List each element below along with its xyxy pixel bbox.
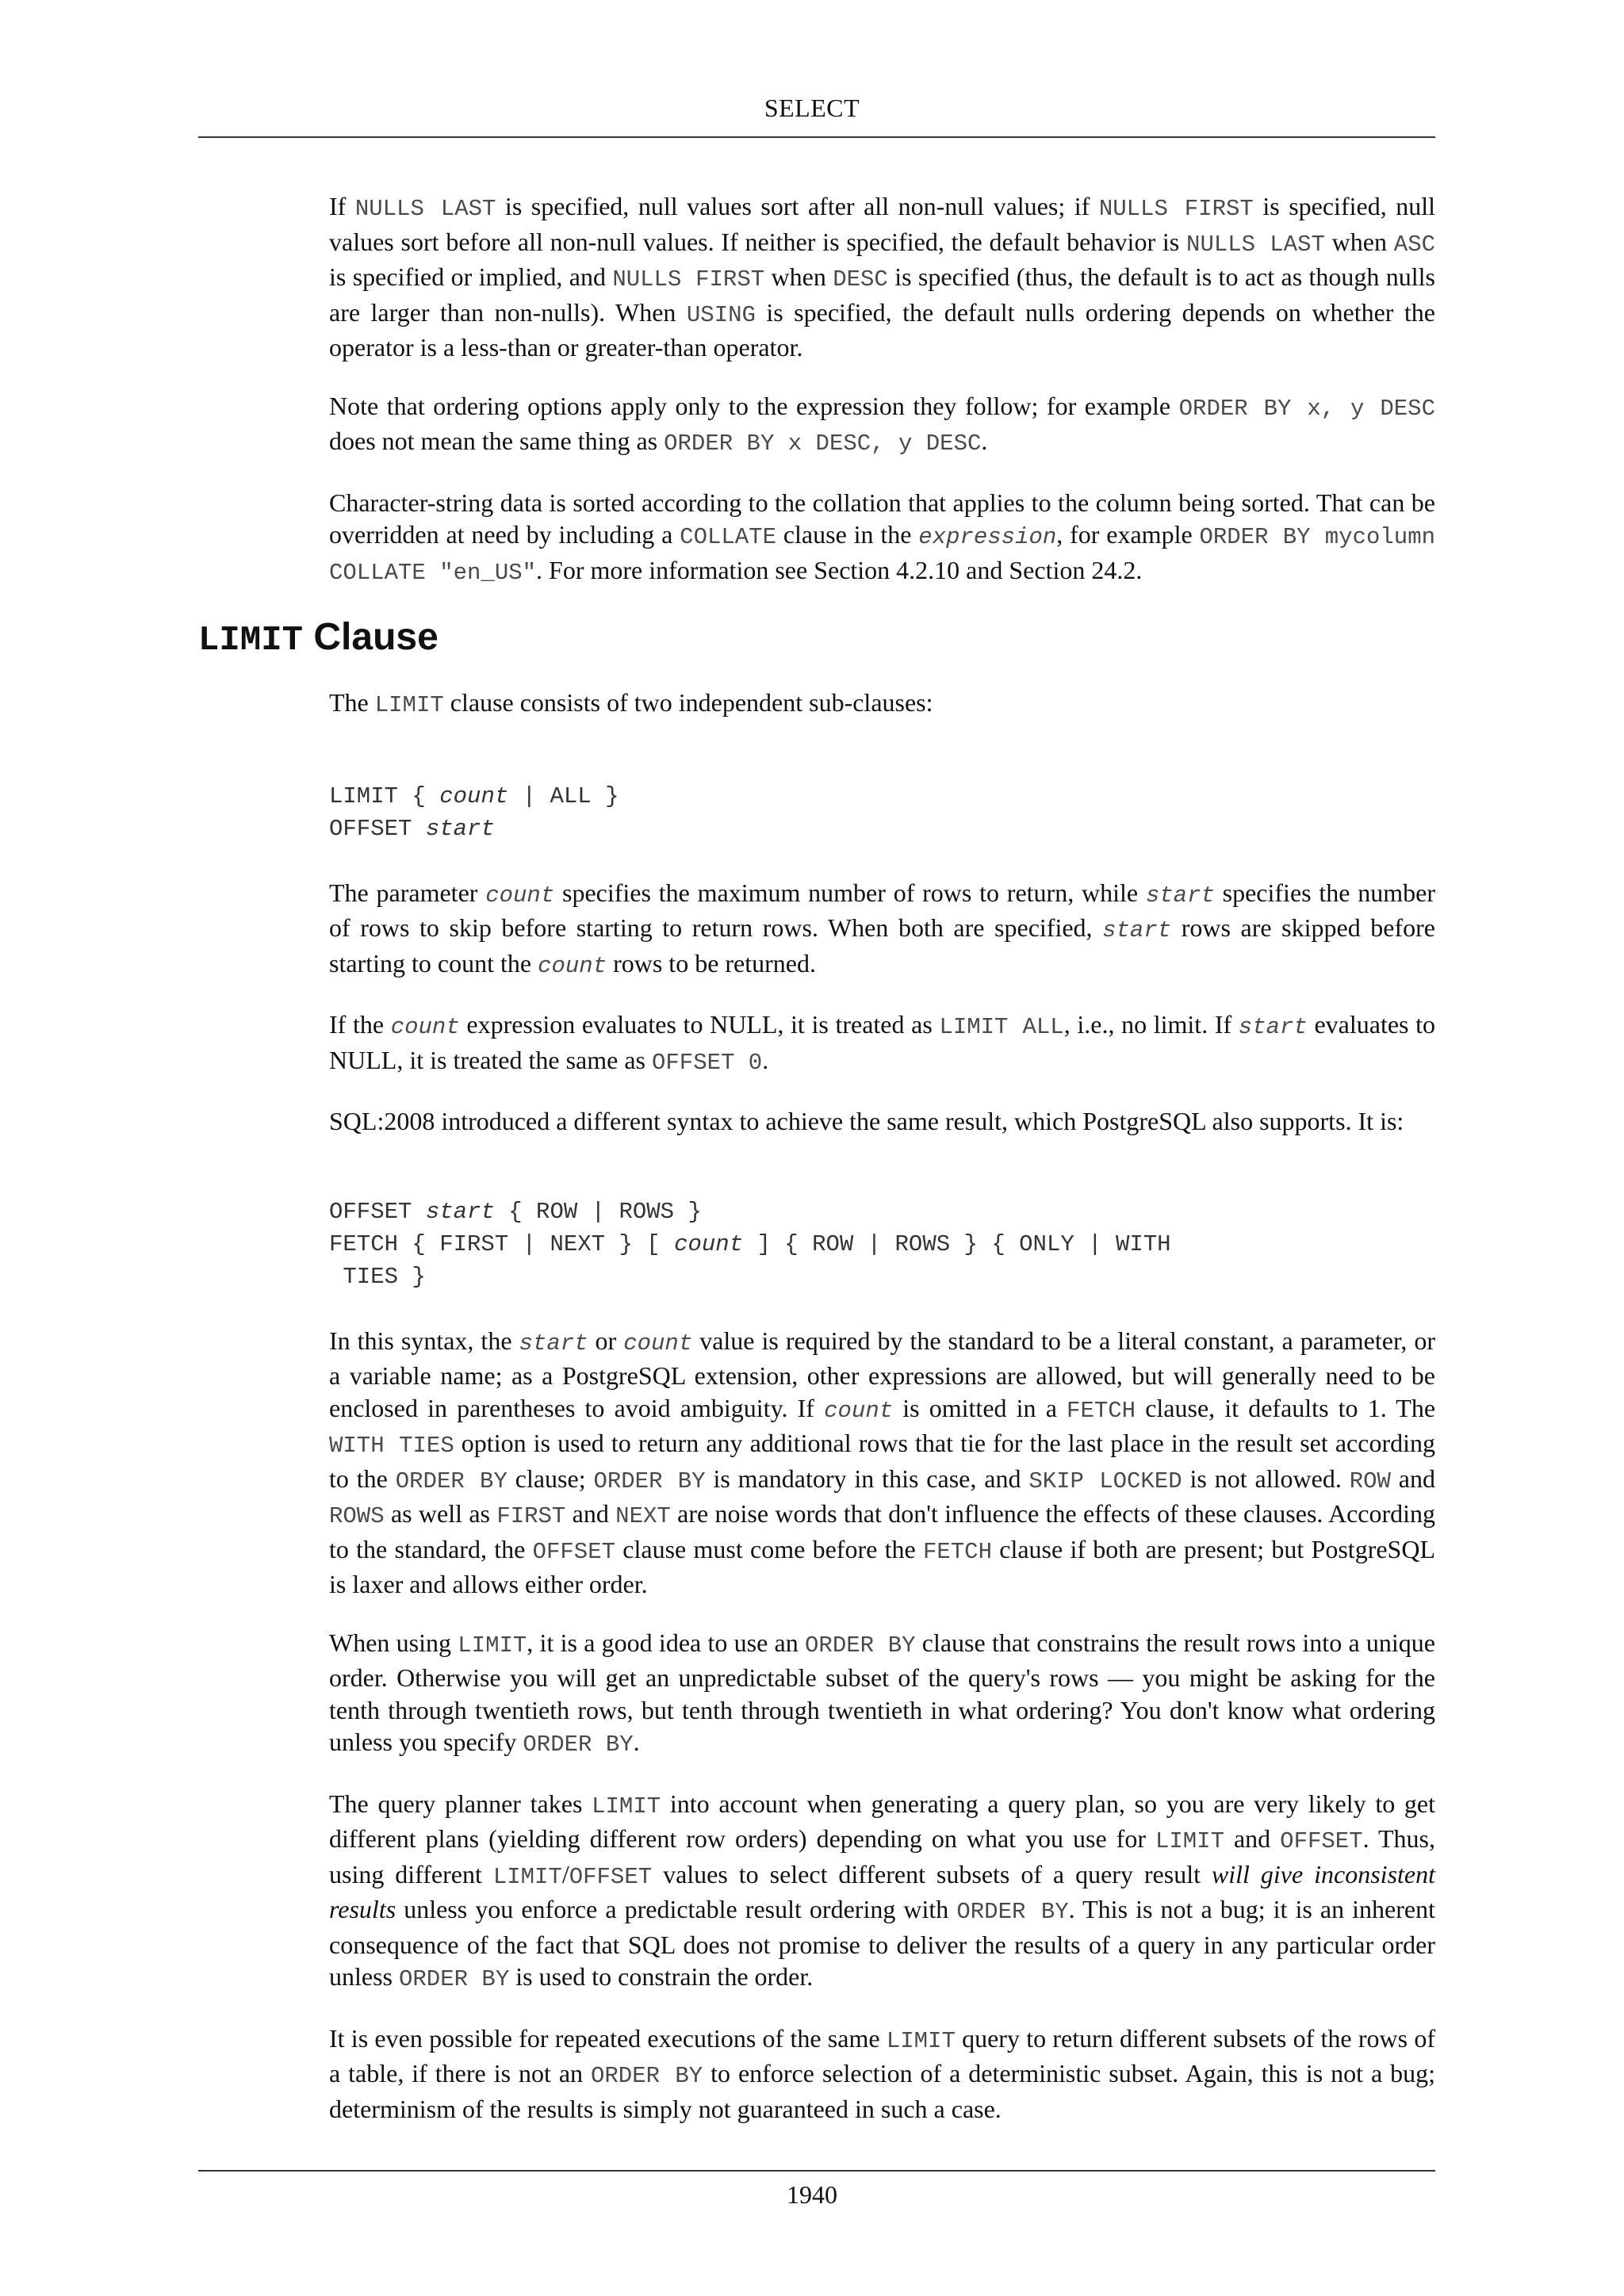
section-heading-text: Clause xyxy=(303,616,439,658)
paragraph-nulls-ordering: If NULLS LAST is specified, null values sort after all non-null values; if NULLS FIRST is specified, null values sort before all non-null values. If neither is specified, the default behavior is NULLS LAST when ASC is specified or implied, and NULLS FIRST when DESC is specified (thus, the default is to act as though nulls are larger than non-nulls). When USING is specified, the default nulls ordering depends on whether the operator is a less-than or greater-than operator. xyxy=(329,192,1436,362)
paragraph-syntax-details: In this syntax, the start or count value is required by the standard to be a literal constant, a parameter, or a variable name; as a PostgreSQL extension, other expressions are allowed, but will generally need to be enclosed in parentheses to avoid ambiguity. If count is omitted in a FETCH clause, it defaults to 1. The WITH TIES option is used to return any additional rows that tie for the last place in the result set according to the ORDER BY clause; ORDER BY is mandatory in this case, and SKIP LOCKED is not allowed. ROW and ROWS as well as FIRST and NEXT are noise words that don't influence the effects of these clauses. According to the standard, the OFFSET clause must come before the FETCH clause if both are present; but PostgreSQL is laxer and allows either order. xyxy=(329,1326,1436,1598)
code-literal: ORDER BY x, y DESC xyxy=(1178,395,1435,422)
page-number: 1940 xyxy=(787,2180,837,2209)
paragraph-ordering-options: Note that ordering options apply only to the expression they follow; for example ORDER BY x, y DESC does not mean the same thing as ORDER BY x DESC, y DESC. xyxy=(329,391,1435,457)
code-literal: OFFSET xyxy=(569,1863,653,1890)
code-literal: SKIP LOCKED xyxy=(1028,1468,1182,1494)
code-literal: USING xyxy=(686,301,756,328)
code-literal: NULLS FIRST xyxy=(612,266,765,293)
header-rule xyxy=(198,136,1435,138)
code-replaceable: expression xyxy=(918,524,1057,550)
emphasis: will give inconsistent results xyxy=(329,1859,1435,1923)
code-literal: ORDER BY xyxy=(395,1468,508,1494)
footer-rule xyxy=(198,2170,1435,2172)
paragraph-limit-order-by: When using LIMIT, it is a good idea to use an ORDER BY clause that constrains the result rows into a unique order. Otherwise you will get an unpredictable subset of the query's rows — you might be asking for the tenth through twentieth rows, but tenth through twentieth in what ordering? You don't know what ordering unless you specify ORDER BY. xyxy=(329,1628,1436,1758)
code-literal: ORDER BY xyxy=(593,1468,706,1494)
code-replaceable: start xyxy=(425,815,495,842)
code-literal: FIRST xyxy=(496,1503,566,1529)
code-replaceable: start xyxy=(1145,882,1215,909)
code-literal: NEXT xyxy=(615,1503,671,1529)
section-heading-keyword: LIMIT xyxy=(198,621,304,660)
section-heading-limit-clause xyxy=(198,615,1435,663)
code-literal: COLLATE xyxy=(680,524,776,550)
code-replaceable: count xyxy=(390,1014,460,1040)
page-content xyxy=(198,190,1436,2125)
code-literal: OFFSET xyxy=(1280,1828,1363,1854)
paragraph-limit-intro: The LIMIT clause consists of two independent sub-clauses: xyxy=(329,688,933,718)
code-literal: LIMIT xyxy=(458,1632,527,1659)
paragraph-collation: Character-string data is sorted according to the collation that applies to the column being sorted. That can be overridden at need by including a COLLATE clause in the expression, for example ORDER BY mycolumn COLLATE "en_US". For more information see Section 4.2.10 and Section 24.2. xyxy=(329,488,1436,586)
code-replaceable: start xyxy=(1102,917,1172,943)
code-literal: ORDER BY xyxy=(523,1732,634,1758)
running-header: SELECT xyxy=(764,94,860,122)
code-literal: NULLS LAST xyxy=(1186,231,1325,258)
code-replaceable: count xyxy=(439,783,509,809)
code-literal: DESC xyxy=(833,266,888,293)
code-replaceable: count xyxy=(538,952,607,979)
code-literal: LIMIT ALL xyxy=(939,1014,1064,1040)
synopsis-limit-offset: LIMIT { count | ALL } OFFSET start xyxy=(329,783,619,842)
code-literal: ORDER BY xyxy=(399,1966,510,1992)
code-literal: ORDER BY mycolumn COLLATE "en_US" xyxy=(329,524,1436,586)
code-replaceable: count xyxy=(623,1330,693,1357)
code-literal: FETCH xyxy=(1067,1397,1136,1424)
code-replaceable: count xyxy=(674,1230,744,1257)
code-replaceable: start xyxy=(519,1330,588,1357)
code-literal: FETCH xyxy=(922,1538,992,1565)
code-literal: ORDER BY xyxy=(956,1899,1069,1925)
code-replaceable: start xyxy=(425,1198,495,1225)
code-literal: LIMIT xyxy=(492,1863,562,1890)
code-replaceable: count xyxy=(824,1397,894,1424)
code-literal: ORDER BY x DESC, y DESC xyxy=(664,430,982,457)
code-literal: ROWS xyxy=(329,1503,385,1529)
code-replaceable: start xyxy=(1238,1014,1308,1040)
code-literal: LIMIT xyxy=(886,2027,956,2054)
synopsis-offset-fetch: OFFSET start { ROW | ROWS } FETCH { FIRST | NEXT } [ count ] { ROW | ROWS } { ONLY | WITH TIES } xyxy=(329,1198,1171,1290)
code-replaceable: count xyxy=(485,882,555,909)
code-literal: OFFSET xyxy=(532,1538,616,1565)
code-literal: LIMIT xyxy=(374,692,444,718)
code-literal: ASC xyxy=(1393,231,1436,258)
paragraph-count-start: The parameter count specifies the maximum number of rows to return, while start specifies the number of rows to skip before starting to return rows. When both are specified, start rows are skipped before starting to count the count rows to be returned. xyxy=(329,878,1436,979)
code-literal: WITH TIES xyxy=(329,1433,454,1459)
code-literal: NULLS FIRST xyxy=(1098,196,1254,222)
code-literal: ORDER BY xyxy=(805,1632,916,1659)
code-literal: ORDER BY xyxy=(590,2063,703,2089)
paragraph-sql2008: SQL:2008 introduced a different syntax to achieve the same result, which PostgreSQL also supports. It is: xyxy=(329,1107,1404,1135)
paragraph-repeated-executions: It is even possible for repeated executions of the same LIMIT query to return different subsets of the rows of a table, if there is not an ORDER BY to enforce selection of a deterministic subset. Again, this is not a bug; determinism of the results is simply not guaranteed in such a case. xyxy=(329,2023,1436,2123)
paragraph-query-planner: The query planner takes LIMIT into account when generating a query plan, so you are very likely to get different plans (yielding different row orders) depending on what you use for LIMIT and OFFSET. Thus, using different LIMIT/OFFSET values to select different subsets of a query result will give inconsistent results unless you enforce a predictable result ordering with ORDER BY. This is not a bug; it is an inherent consequence of the fact that SQL does not promise to deliver the results of a query in any particular order unless ORDER BY is used to constrain the order. xyxy=(329,1789,1436,1992)
code-literal: OFFSET 0 xyxy=(651,1049,763,1076)
code-literal: NULLS LAST xyxy=(354,196,496,222)
paragraph-null-values: If the count expression evaluates to NULL, it is treated as LIMIT ALL, i.e., no limit. If start evaluates to NULL, it is treated the same as OFFSET 0. xyxy=(329,1010,1436,1076)
code-literal: ROW xyxy=(1349,1468,1391,1494)
code-literal: LIMIT xyxy=(592,1793,661,1820)
code-literal: LIMIT xyxy=(1155,1828,1224,1854)
